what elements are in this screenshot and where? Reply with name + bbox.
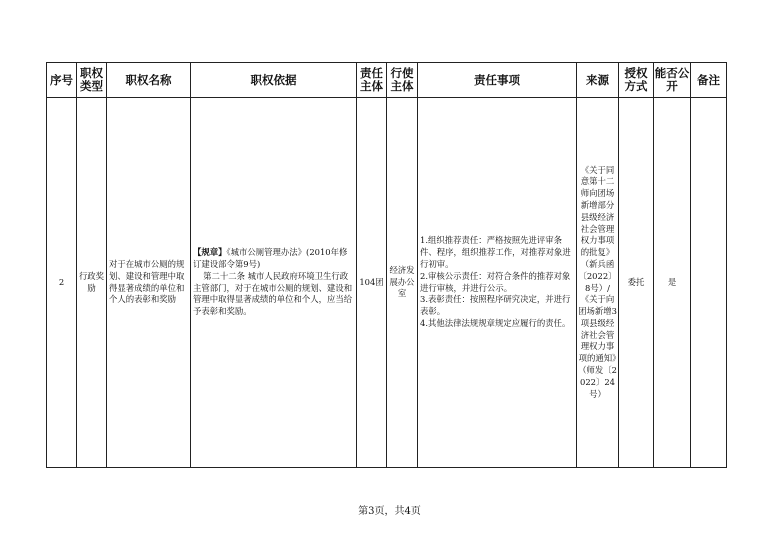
duty-item: 1.组织推荐责任：严格按照先进评审条件、程序，组织推荐工作，对推荐对象进行初审。 [420, 235, 571, 269]
cell-basis [191, 98, 357, 468]
cell-name: 对于在城市公厕的规划、建设和管理中取得显著成绩的单位和个人的表彰和奖励 [107, 98, 191, 468]
header-exercise: 行使主体 [387, 63, 418, 98]
header-basis: 职权依据 [191, 63, 357, 98]
cell-exercise: 经济发展办公室 [387, 98, 418, 468]
duty-item: 4.其他法律法规规章规定应履行的责任。 [420, 317, 571, 328]
page-number: 第3页，共4页 [358, 506, 421, 517]
basis-tag: 【规章】 [193, 247, 227, 258]
header-seq: 序号 [47, 63, 77, 98]
header-auth-mode: 授权方式 [619, 63, 654, 98]
cell-duty [418, 98, 577, 468]
header-duty: 责任事项 [418, 63, 577, 98]
table-row [47, 98, 727, 468]
cell-subject: 104团 [357, 98, 387, 468]
authority-table [46, 62, 727, 468]
basis-body: 第二十二条 城市人民政府环境卫生行政主管部门，对于在城市公厕的规划、建设和管理中取得显著成绩的单位和个人，应当给予表彰和奖励。 [193, 270, 353, 317]
basis-title: 《城市公厕管理办法》(2010年修订建设部令第9号) [193, 247, 348, 269]
header-source: 来源 [577, 63, 619, 98]
cell-seq: 2 [47, 98, 77, 468]
duty-item: 3.表彰责任：按照程序研究决定，并进行表彰。 [420, 294, 571, 317]
cell-public: 是 [654, 98, 691, 468]
header-subject: 责任主体 [357, 63, 387, 98]
cell-type: 行政奖励 [77, 98, 107, 468]
header-remarks: 备注 [691, 63, 727, 98]
header-public: 能否公开 [654, 63, 691, 98]
header-name: 职权名称 [107, 63, 191, 98]
header-type: 职权类型 [77, 63, 107, 98]
cell-auth-mode: 委托 [619, 98, 654, 468]
header-row [47, 63, 727, 98]
cell-remarks [691, 98, 727, 468]
duty-item: 2.审核公示责任：对符合条件的推荐对象进行审核，并进行公示。 [420, 270, 571, 293]
cell-source: 《关于同意第十二师向团场新增部分县级经济社会管理权力事项的批复》（新兵函〔2022〕8号）/《关于向团场新增3项县级经济社会管理权力事项的通知》（师发〔2022〕24号） [577, 98, 619, 468]
